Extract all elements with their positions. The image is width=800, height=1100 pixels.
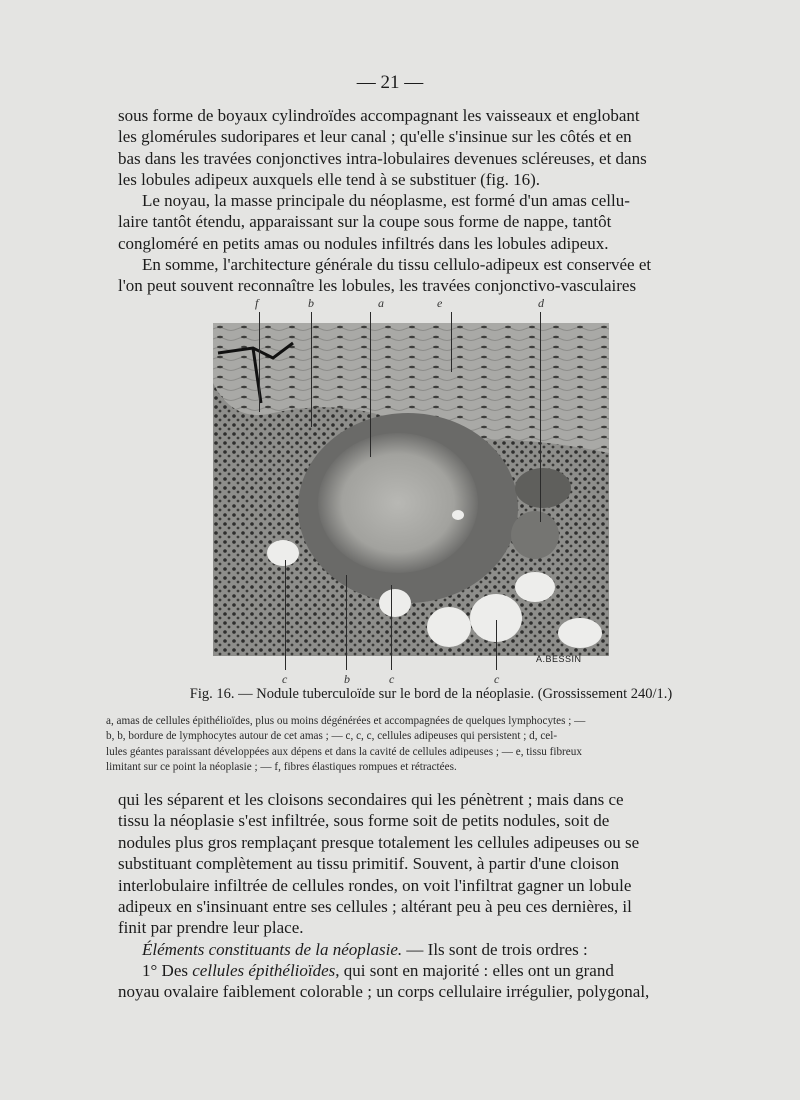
text-line: noyau ovalaire faiblement colorable ; un corps cellulaire irrégulier, polygonal, [118, 982, 650, 1002]
text-line [118, 960, 698, 981]
section-heading-rest: — Ils sont de trois ordres : [402, 940, 588, 959]
figure-label-a: a [378, 296, 384, 310]
paragraph-somme [118, 254, 698, 297]
leader-line-d [540, 312, 541, 522]
histology-figure [213, 323, 609, 664]
text-line: adipeux en s'insinuant entre ses cellules ; altérant peu à peu ces dernières, il [118, 897, 632, 917]
text-line: bas dans les travées conjonctives intra-lobulaires devenues scléreuses, et dans [118, 148, 647, 168]
text-rest: , qui sont en majorité : elles ont un grand [335, 961, 614, 980]
text-line: substituant complètement au tissu primitif. Souvent, à partir d'une cloison [118, 854, 620, 874]
figure-label-f: f [255, 296, 259, 310]
section-heading-line [118, 939, 698, 960]
text-line: les glomérules sudoripares et leur canal ; qu'elle s'insinue sur les côtés et en [118, 127, 632, 147]
text-line: tissu la néoplasie s'est infiltrée, sous forme soit de petits nodules, soit de [118, 811, 610, 831]
leader-line-c3 [496, 620, 497, 670]
text-line: congloméré en petits amas ou nodules infiltrés dans les lobules adipeux. [118, 233, 609, 253]
section-heading [118, 939, 698, 960]
figure-caption: Fig. 16. — Nodule tuberculoïde sur le bord de la néoplasie. (Grossissement 240/1.) [189, 686, 673, 702]
page-number: — 21 — [356, 72, 424, 93]
artist-signature: A.BESSIN [536, 654, 582, 664]
text-line: sous forme de boyaux cylindroïdes accompagnant les vaisseaux et englobant [118, 106, 640, 125]
text-line: nodules plus gros remplaçant presque totalement les cellules adipeuses ou se [118, 832, 640, 852]
text-italic: cellules épithélioïdes [192, 961, 336, 980]
figure-label-d: d [538, 296, 544, 310]
legend-line: a, amas de cellules épithélioïdes, plus ou moins dégénérées et accompagnées de quelques lymphocytes ; — [106, 715, 586, 727]
leader-line-c2 [391, 585, 392, 670]
text-line: Le noyau, la masse principale du néoplasme, est formé d'un amas cellu- [142, 191, 630, 210]
legend-line: limitant sur ce point la néoplasie ; — f, fibres élastiques rompues et rétractées. [106, 761, 457, 774]
figure-label-c3: c [494, 672, 500, 686]
histology-illustration [213, 323, 609, 656]
leader-line-f [259, 312, 260, 412]
leader-line-b2 [346, 575, 347, 670]
text-line: laire tantôt étendu, apparaissant sur la coupe sous forme de nappe, tantôt [118, 212, 612, 232]
paragraph-bottom [118, 789, 698, 939]
text-line: finit par prendre leur place. [118, 918, 304, 938]
figure-label-c2: c [389, 672, 395, 686]
section-heading-italic: Éléments constituants de la néoplasie. [142, 940, 403, 959]
leader-line-c1 [285, 560, 286, 670]
leader-line-b [311, 312, 312, 427]
legend-line: b, b, bordure de lymphocytes autour de cet amas ; — c, c, c, cellules adipeuses qui persistent ; d, cel- [106, 730, 558, 743]
text-line: les lobules adipeux auxquels elle tend à se substituer (fig. 16). [118, 170, 541, 190]
text-line: qui les séparent et les cloisons secondaires qui les pénètrent ; mais dans ce [118, 790, 624, 809]
figure-label-b2: b [344, 672, 350, 686]
figure-legend [106, 714, 696, 776]
paragraph-last [118, 960, 698, 1003]
text-line: En somme, l'architecture générale du tissu cellulo-adipeux est conservée et [142, 255, 652, 274]
text-line: interlobulaire infiltrée de cellules rondes, on voit l'infiltrat gagner un lobule [118, 875, 632, 895]
figure-label-b: b [308, 296, 314, 310]
leader-line-e [451, 312, 452, 372]
legend-line: lules géantes paraissant développées aux dépens et dans la cavité de cellules adipeuses ; — e, tissu fibreux [106, 745, 582, 758]
figure-label-c1: c [282, 672, 288, 686]
figure-label-e: e [437, 296, 443, 310]
text-line: l'on peut souvent reconnaître les lobules, les travées conjonctivo-vasculaires [118, 276, 637, 296]
paragraph-noyau [118, 190, 698, 254]
paragraph-top [118, 105, 698, 191]
text-prefix: 1° Des [142, 961, 193, 980]
leader-line-a [370, 312, 371, 457]
